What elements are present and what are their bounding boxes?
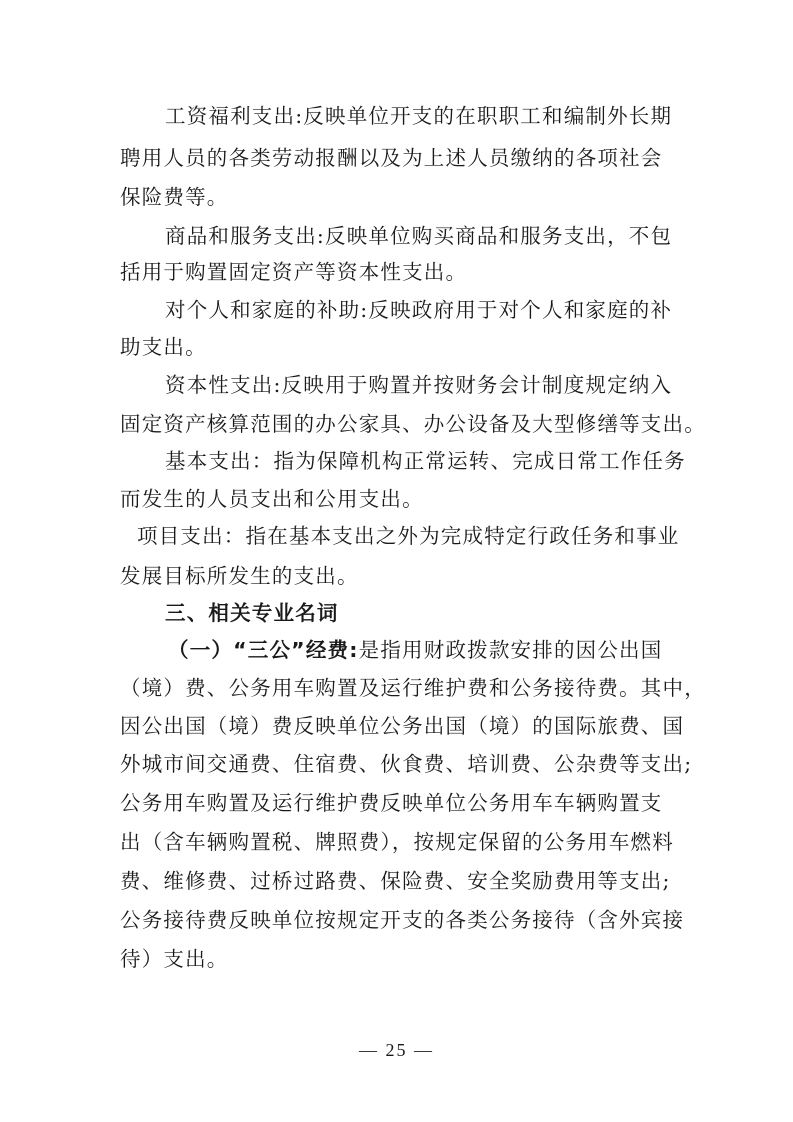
sanggong-line-2: （境）费、公务用车购置及运行维护费和公务接待费。其中， <box>120 676 706 700</box>
p4-line-1: 资本性支出:反映用于购置并按财务会计制度规定纳入 <box>165 373 673 397</box>
p4-line-2: 固定资产核算范围的办公家具、办公设备及大型修缮等支出。 <box>120 412 706 436</box>
page-number: — 25 — <box>359 1040 434 1060</box>
p3-line-1: 对个人和家庭的补助:反映政府用于对个人和家庭的补 <box>165 298 673 322</box>
sanggong-line-3: 因公出国（境）费反映单位公务出国（境）的国际旅费、国 <box>120 714 685 738</box>
p2-line-2: 括用于购置固定资产等资本性支出。 <box>120 260 468 284</box>
section-heading: 三、相关专业名词 <box>165 601 339 625</box>
p2-line-1: 商品和服务支出:反映单位购买商品和服务支出，不包 <box>165 224 673 248</box>
p5-line-2: 而发生的人员支出和公用支出。 <box>120 487 424 511</box>
sanggong-line-5: 公务用车购置及运行维护费反映单位公务用车车辆购置支 <box>120 791 663 815</box>
p5-line-1: 基本支出：指为保障机构正常运转、完成日常工作任务 <box>165 449 686 473</box>
sanggong-definition-start: 是指用财政拨款安排的因公出国 <box>358 638 663 662</box>
sanggong-line-7: 费、维修费、过桥过路费、保险费、安全奖励费用等支出; <box>120 869 671 893</box>
sanggong-line-1 <box>168 635 662 665</box>
sanggong-term: （一）“三公”经费: <box>168 638 359 662</box>
sanggong-line-8: 公务接待费反映单位按规定开支的各类公务接待（含外宾接 <box>120 908 685 932</box>
sanggong-line-6: 出（含车辆购置税、牌照费），按规定保留的公务用车燃料 <box>120 830 674 854</box>
p6-line-1: 项目支出：指在基本支出之外为完成特定行政任务和事业 <box>137 524 680 548</box>
p1-line-2: 聘用人员的各类劳动报酬以及为上述人员缴纳的各项社会 <box>120 146 663 170</box>
p1-line-1: 工资福利支出:反映单位开支的在职职工和编制外长期 <box>165 104 673 128</box>
p3-line-2: 助支出。 <box>120 335 207 359</box>
sanggong-line-4: 外城市间交通费、住宿费、伙食费、培训费、公杂费等支出; <box>120 752 693 776</box>
p1-line-3: 保险费等。 <box>120 185 229 209</box>
p6-line-2: 发展目标所发生的支出。 <box>120 564 359 588</box>
sanggong-line-9: 待）支出。 <box>120 947 229 971</box>
